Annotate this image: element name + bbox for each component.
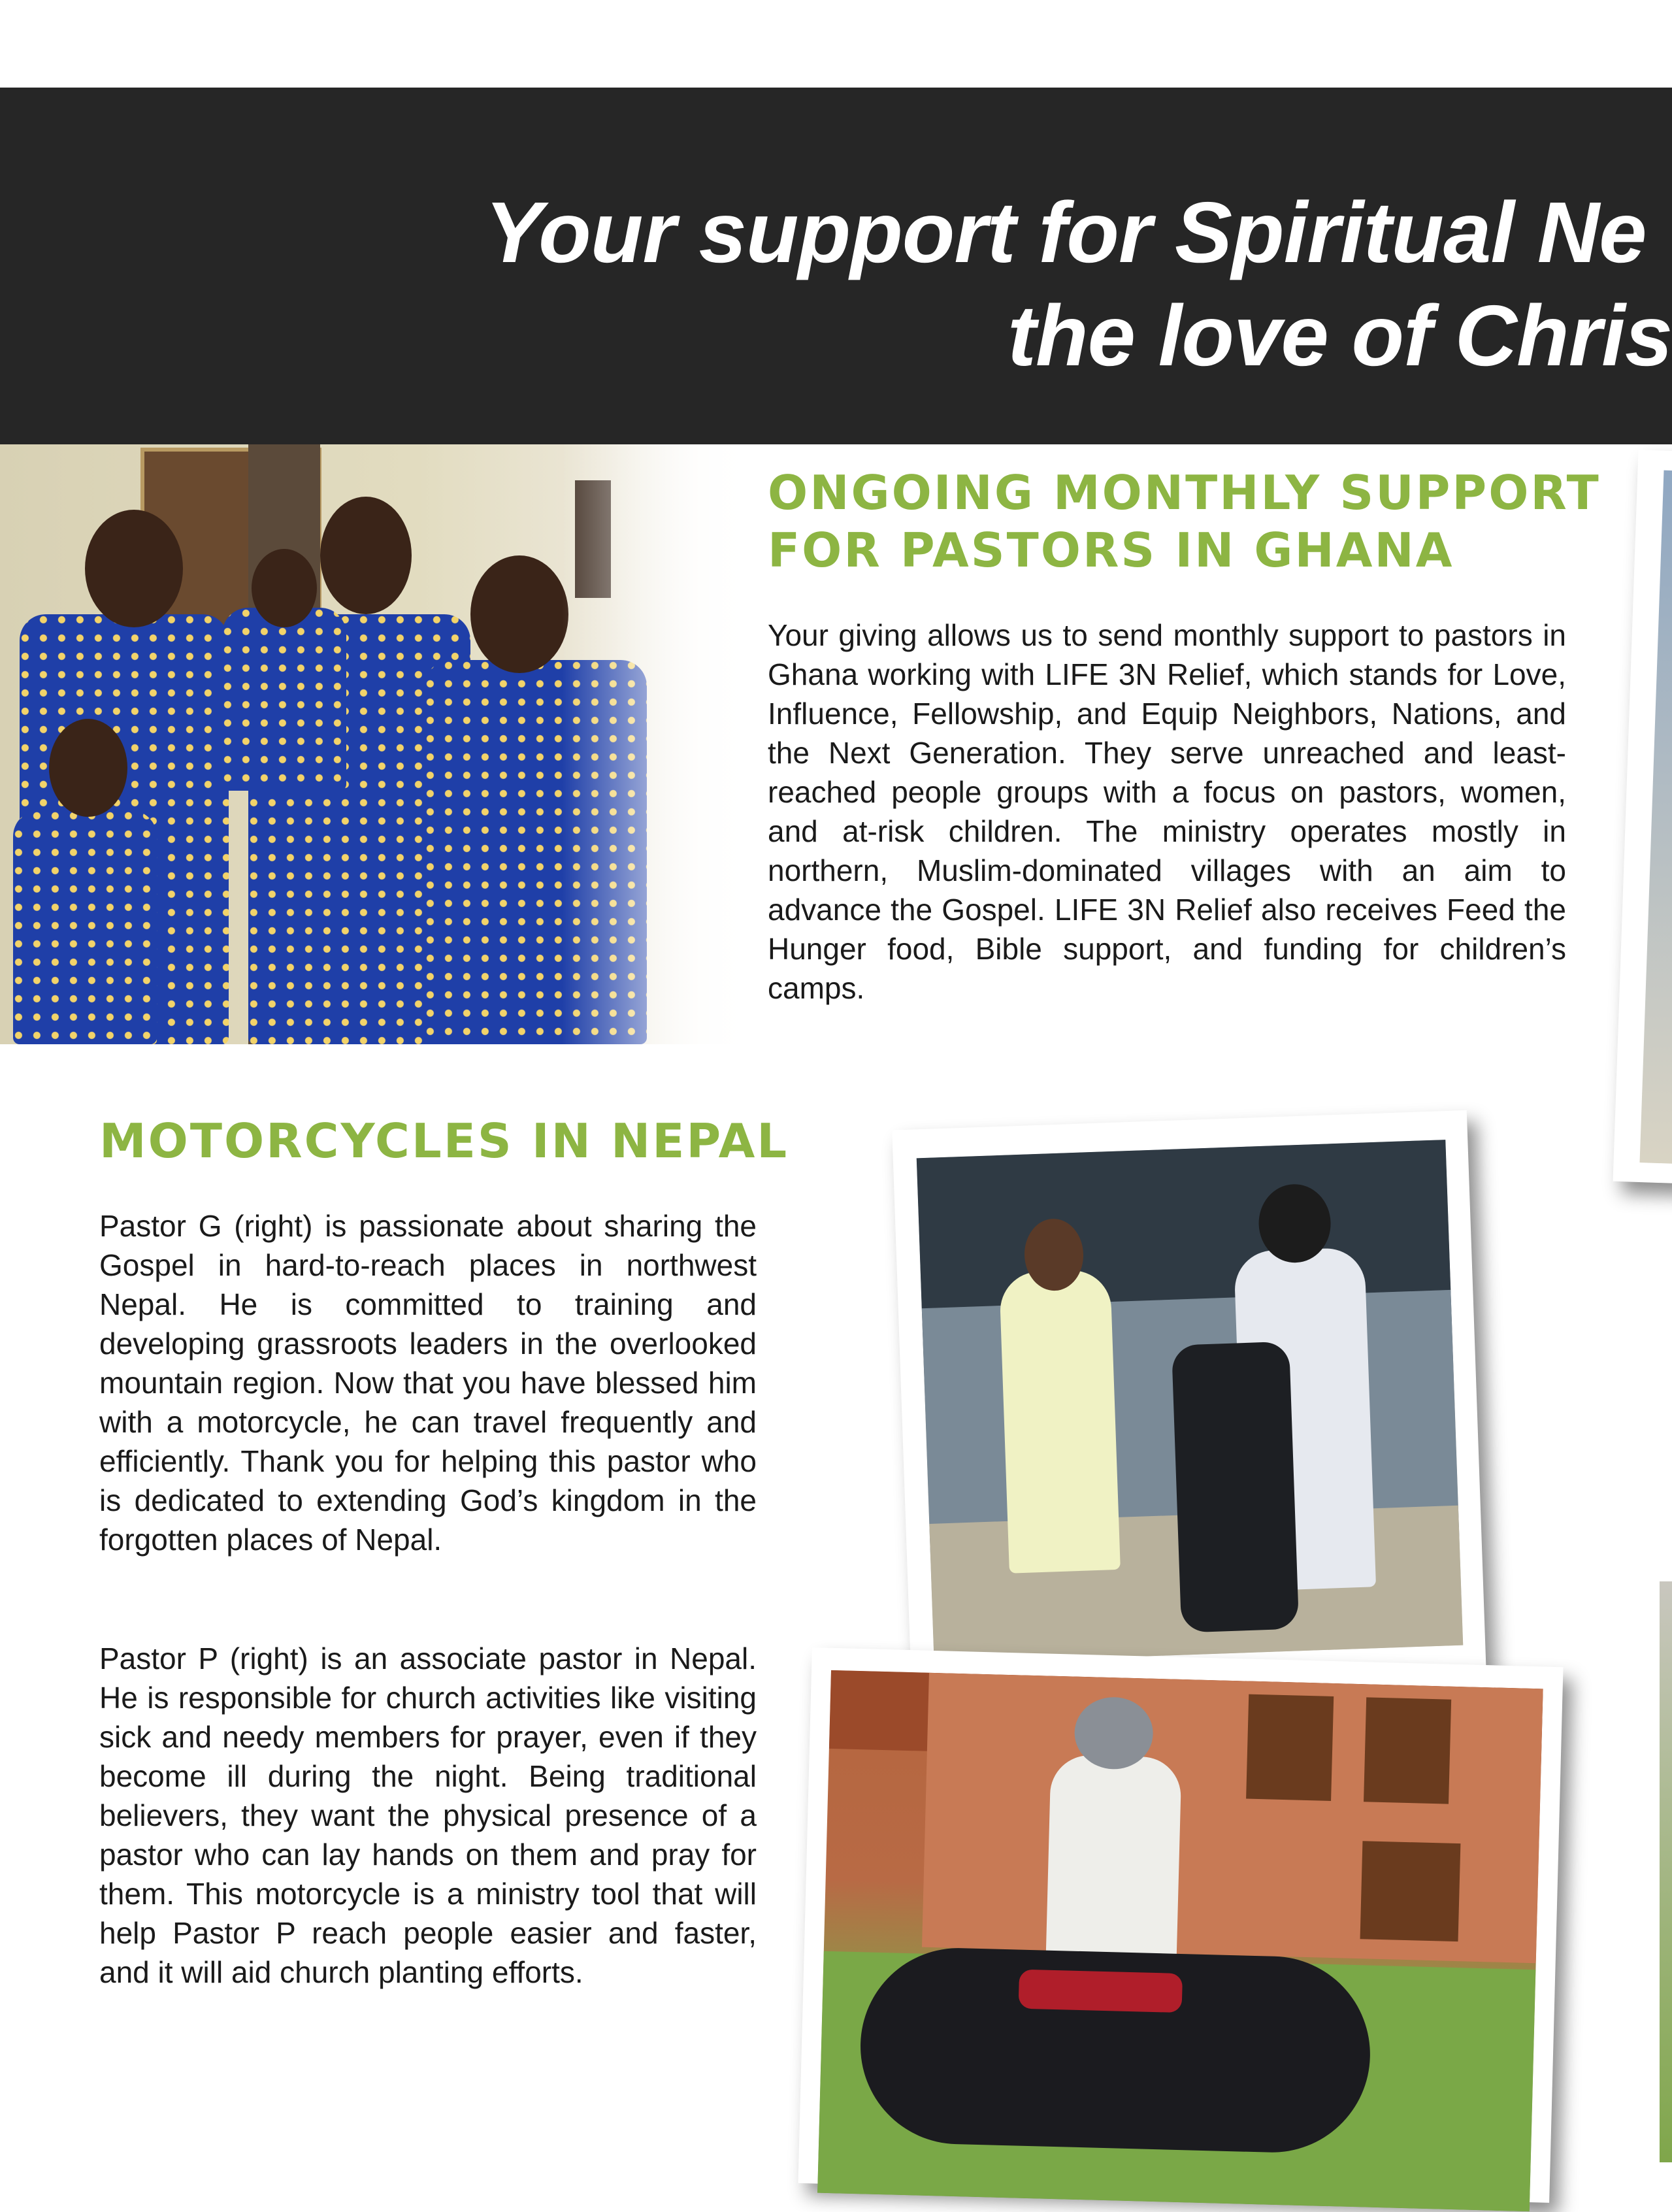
ghana-heading-line-2: FOR PASTORS IN GHANA (768, 523, 1454, 578)
motorcycle-handover-photo (892, 1110, 1486, 1693)
nepal-heading: MOTORCYCLES IN NEPAL (99, 1114, 789, 1168)
banner-title-line-1: Your support for Spiritual Ne (485, 184, 1647, 280)
nepal-body-text-1: Pastor G (right) is passionate about sharing the Gospel in hard-to-reach places in northwest Nepal. He is committed to training and developing grassroots leaders in the overlooked mountain region. Now that you have blessed him with a motorcycle, he can travel frequently and efficiently. Thank you for helping this pastor who is dedicated to extending God’s kingdom in the forgotten places of Nepal. (99, 1209, 757, 1557)
side-photo (1613, 450, 1672, 1184)
page-edge-photo (1660, 1581, 1672, 2162)
header-banner (0, 88, 1672, 444)
motorcycle-rider-photo (798, 1647, 1563, 2203)
ghana-heading-line-1: ONGOING MONTHLY SUPPORT (768, 465, 1601, 520)
family-photo (0, 444, 758, 1044)
banner-title-line-2: the love of Chris (1008, 288, 1672, 384)
ghana-body-text: Your giving allows us to send monthly support to pastors in Ghana working with LIFE 3N Relief, which stands for Love, Influence, Fellowship, and Equip Neighbors, Nations, and the Next Generation. They serve unreached and least-reached people groups with a focus on pastors, women, and at-risk children. The ministry operates mostly in northern, Muslim-dominated villages with an aim to advance the Gospel. LIFE 3N Relief also receives Feed the Hunger food, Bible support, and funding for children’s camps. (768, 618, 1566, 1005)
nepal-body-text-2: Pastor P (right) is an associate pastor in Nepal. He is responsible for church activities like visiting sick and needy members for prayer, even if they become ill during the night. Being traditional believers, they want the physical presence of a pastor who can lay hands on them and pray for them. This motorcycle is a ministry tool that will help Pastor P reach people easier and faster, and it will aid church planting efforts. (99, 1642, 757, 1989)
